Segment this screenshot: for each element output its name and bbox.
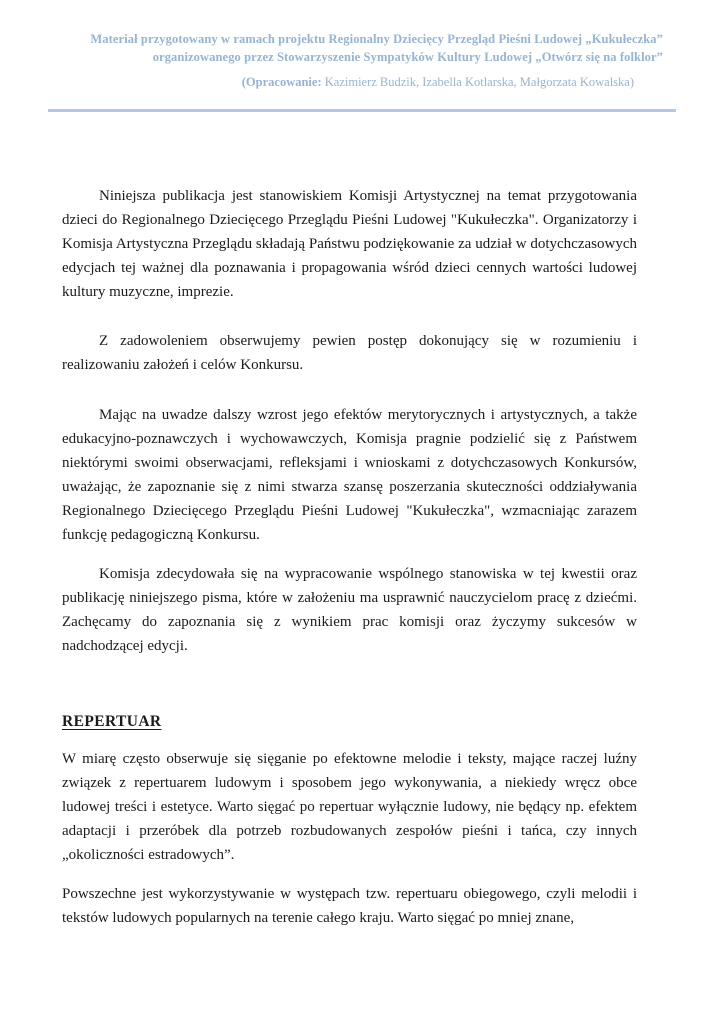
header-credit-line xyxy=(0,74,634,92)
paragraph-repertuar-1: W miarę często obserwuje się sięganie po efektowne melodie i teksty, mające raczej luźny związek z repertuarem ludowym i sposobem jego wykonywania, a niekiedy wręcz obce ludowej treści i estetyce. Warto sięgać po repertuar wyłącznie ludowy, nie będący np. efektem adaptacji i przeróbek dla potrzeb rozbudowanych zespołów pieśni i tańca, czy innych „okoliczności estradowych”. xyxy=(62,750,637,863)
document-header xyxy=(0,0,725,112)
paragraph-intro-4: Komisja zdecydowała się na wypracowanie wspólnego stanowiska w tej kwestii oraz publikację niniejszego pisma, które w założeniu ma usprawnić nauczycielom pracę z dziećmi. Zachęcamy do zapoznania się z wynikiem prac komisji oraz życzymy sukcesów w nadchodzącej edycji. xyxy=(62,565,637,654)
header-project-line-1: Materiał przygotowany w ramach projektu Regionalny Dziecięcy Przegląd Pieśni Ludowej „Kukułeczka” xyxy=(90,32,663,46)
document-body xyxy=(62,184,637,930)
credit-label: (Opracowanie: xyxy=(241,75,322,89)
paragraph-repertuar-2: Powszechne jest wykorzystywanie w występach tzw. repertuaru obiegowego, czyli melodii i tekstów ludowych popularnych na terenie całego kraju. Warto sięgać po mniej znane, xyxy=(62,885,637,926)
paragraph-intro-3: Mając na uwadze dalszy wzrost jego efektów merytorycznych i artystycznych, a także edukacyjno-poznawczych i wychowawczych, Komisja pragnie podzielić się z Państwem niektórymi swoimi obserwacjami, refleksjami i wnioskami z dotychczasowych Konkursów, uważając, że zapoznanie się z nimi stwarza szansę poszerzania skuteczności oddziaływania Regionalnego Dziecięcego Przeglądu Pieśni Ludowej "Kukułeczka", wzmacniając zarazem funkcję pedagogiczną Konkursu. xyxy=(62,406,637,543)
section-heading-repertuar: REPERTUAR xyxy=(62,712,162,730)
paragraph-intro-1: Niniejsza publikacja jest stanowiskiem Komisji Artystycznej na temat przygotowania dzieci do Regionalnego Dziecięcego Przeglądu Pieśni Ludowej "Kukułeczka". Organizatorzy i Komisja Artystyczna Przeglądu składają Państwu podziękowanie za udział w dotychczasowych edycjach tej ważnej dla poznawania i propagowania wśród dzieci cennych wartości ludowej kultury muzyczne, imprezie. xyxy=(62,187,637,300)
header-project-line-2: organizowanego przez Stowarzyszenie Sympatyków Kultury Ludowej „Otwórz się na folklor” xyxy=(152,49,663,64)
header-divider-rule xyxy=(48,109,676,112)
paragraph-intro-2: Z zadowoleniem obserwujemy pewien postęp dokonujący się w rozumieniu i realizowaniu założeń i celów Konkursu. xyxy=(62,332,637,373)
credit-names: Kazimierz Budzik, Izabella Kotlarska, Małgorzata Kowalska) xyxy=(321,75,634,89)
